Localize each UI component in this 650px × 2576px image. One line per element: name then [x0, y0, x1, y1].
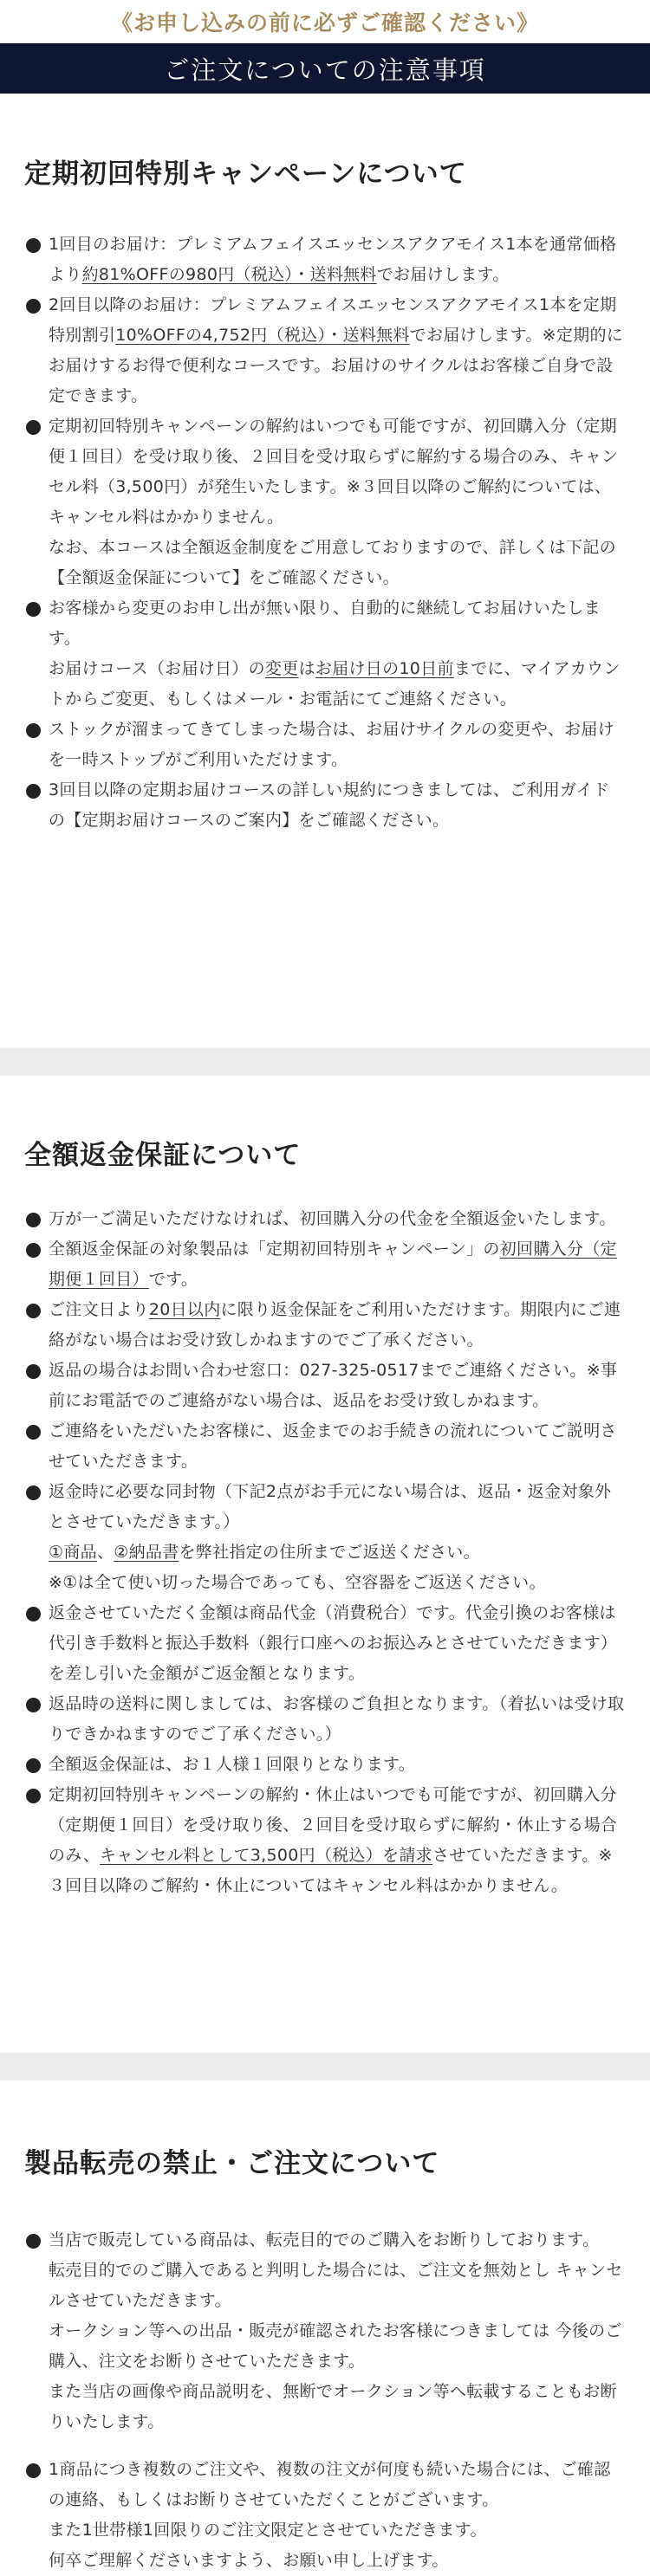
item-text: は	[298, 659, 315, 678]
header-title: ご注文についての注意事項	[164, 55, 486, 85]
section-title: 製品転売の禁止・ご注文について	[24, 2148, 440, 2179]
resale-section	[0, 2081, 650, 2570]
item-text: 、	[96, 1543, 114, 1562]
item-text: 返品時の送料に関しましては、お客様のご負担となります。（着払いは受け取りできかねますのでご了承ください。）	[49, 1694, 625, 1744]
item-text: までに、マイアカウントからご変更、もしくはメール・お電話にてご連絡ください。	[49, 659, 621, 709]
item-text: ご連絡をいただいたお客様に、返金までのお手続きの流れについてご説明させていただきます。	[49, 1421, 617, 1471]
item-text: 1商品につき複数のご注文や、複数の注文が何度も続いた場合には、ご確認の連絡、もしくはお断りさせていただくことがございます。	[49, 2460, 611, 2509]
price-highlight: 約81%OFFの980円（税込）・送料無料	[81, 265, 377, 284]
item-subtext: 転売目的でのご購入であると判明した場合には、ご注文を無効とし キャンセルさせていただきます。	[49, 2261, 623, 2310]
campaign-section	[0, 94, 650, 1048]
item-text: 1回目のお届け：プレミアムフェイスエッセンスアクアモイス1本を通常価格より	[49, 235, 617, 284]
list-item	[24, 775, 626, 836]
item-subtext: オークション等への出品・販売が確認されたお客様につきましては 今後のご購入、注文をお断りさせていただきます。	[49, 2321, 622, 2371]
underlined-text: ②納品書	[114, 1543, 179, 1562]
item-text: お客様から変更のお申し出が無い限り、自動的に継続してお届けいたします。	[49, 599, 601, 648]
item-text: 返金時に必要な同封物（下記2点がお手元にない場合は、返品・返金対象外とさせていただきます。）	[49, 1482, 612, 1531]
top-notice: 《お申し込みの前に必ずご確認ください》	[110, 10, 539, 36]
list-item	[24, 1234, 626, 1295]
item-text: 定期初回特別キャンペーンの解約はいつでも可能ですが、初回購入分（定期便１回目）を受け取り後、２回目を受け取らずに解約する場合のみ、キャンセル料（3,500円）が発生いたします。※３回目以降のご解約については、キャンセル料はかかりません。	[49, 417, 619, 527]
spacer	[24, 2437, 626, 2455]
list-item	[24, 593, 626, 715]
underlined-text: 変更	[264, 659, 299, 678]
section-divider	[0, 1048, 650, 1076]
item-subtext: また1世帯様1回限りのご注文限定とさせていただきます。	[49, 2521, 487, 2540]
refund-section	[0, 1076, 650, 2053]
item-text: 当店で販売している商品は、転売目的でのご購入をお断りしております。	[49, 2230, 600, 2249]
list-item	[24, 2455, 626, 2576]
price-highlight: 10%OFFの4,752円（税込）・送料無料	[115, 326, 410, 345]
item-text: 全額返金保証は、お１人様１回限りとなります。	[49, 1755, 416, 1774]
item-text: でお届けします。	[376, 265, 510, 284]
list-item	[24, 715, 626, 775]
underlined-text: ①商品	[49, 1543, 97, 1562]
underlined-text: 20日以内	[148, 1300, 221, 1319]
item-text: を弊社指定の住所までご返送ください。	[179, 1543, 480, 1562]
section-title: 全額返金保証について	[24, 1140, 302, 1171]
item-subtext: なお、本コースは全額返金制度をご用意しておりますので、詳しくは下記の【全額返金保証について】をご確認ください。	[49, 538, 616, 587]
item-text: です。	[148, 1270, 198, 1289]
item-text: 2回目以降のお届け：プレミアムフェイスエッセンスアクアモイス1本を定期特別割引	[49, 295, 617, 345]
list-item	[24, 1477, 626, 1598]
item-text: に限り返金保証をご利用いただけます。期限内にご連絡がない場合はお受け致しかねますのでご了承ください。	[49, 1300, 621, 1349]
item-text: お届けコース（お届け日）の	[49, 659, 265, 678]
item-text: でお届けします。※定期的にお届けするお得で便利なコースです。お届けのサイクルはお客様ご自身で設定できます。	[49, 326, 624, 405]
header-bar	[0, 43, 650, 94]
bullet-list	[24, 2455, 626, 2576]
item-text: ストックが溜まってきてしまった場合は、お届けサイクルの変更や、お届けを一時ストップがご利用いただけます。	[49, 720, 614, 769]
list-item	[24, 1780, 626, 1901]
list-item	[24, 290, 626, 411]
underlined-text: キャンセル料として3,500円（税込）を請求	[100, 1846, 433, 1865]
list-item	[24, 1689, 626, 1750]
item-subtext: ※①は全て使い切った場合であっても、空容器をご返送ください。	[49, 1573, 546, 1592]
list-item	[24, 1295, 626, 1356]
bullet-list	[24, 1204, 626, 1901]
section-divider	[0, 2053, 650, 2081]
bullet-list	[24, 2225, 626, 2437]
list-item	[24, 2225, 626, 2437]
item-text: させていただきます。※３回目以降のご解約・休止についてはキャンセル料はかかりません。	[49, 1846, 613, 1895]
underlined-text: 初回購入分（定期便１回目）	[49, 1239, 617, 1289]
section-title: 定期初回特別キャンペーンについて	[24, 159, 467, 190]
list-item	[24, 230, 626, 290]
item-text: 返品の場合はお問い合わせ窓口：027-325-0517までご連絡ください。※事前にお電話でのご連絡がない場合は、返品をお受け致しかねます。	[49, 1361, 618, 1410]
item-text: 3回目以降の定期お届けコースの詳しい規約につきましては、ご利用ガイドの【定期お届けコースのご案内】をご確認ください。	[49, 780, 610, 830]
item-text: 返金させていただく金額は商品代金（消費税合）です。代金引換のお客様は代引き手数料と振込手数料（銀行口座へのお振込みとさせていただきます）を差し引いた金額がご返金額となります。	[49, 1603, 618, 1683]
item-subtext	[49, 654, 626, 715]
list-item	[24, 1356, 626, 1416]
list-item	[24, 1750, 626, 1780]
list-item	[24, 1598, 626, 1689]
item-text: 全額返金保証の対象製品は「定期初回特別キャンペーン」の	[49, 1239, 500, 1259]
list-item	[24, 1204, 626, 1234]
item-text: 万が一ご満足いただけなければ、初回購入分の代金を全額返金いたします。	[49, 1209, 616, 1228]
item-subtext	[49, 1537, 626, 1568]
list-item	[24, 411, 626, 593]
item-subtext: また当店の画像や商品説明を、無断でオークション等へ転載することもお断りいたします。	[49, 2382, 617, 2431]
item-text: 定期初回特別キャンペーンの解約・休止はいつでも可能ですが、初回購入分（定期便１回目）を受け取り後、２回目を受け取らずに解約・休止する場合のみ、	[49, 1785, 618, 1865]
item-text: ご注文日より	[49, 1300, 149, 1319]
underlined-text: お届け日の10日前	[315, 659, 454, 678]
list-item	[24, 1416, 626, 1477]
item-subtext: 何卒ご理解くださいますよう、お願い申し上げます。	[49, 2551, 449, 2570]
bullet-list	[24, 230, 626, 836]
